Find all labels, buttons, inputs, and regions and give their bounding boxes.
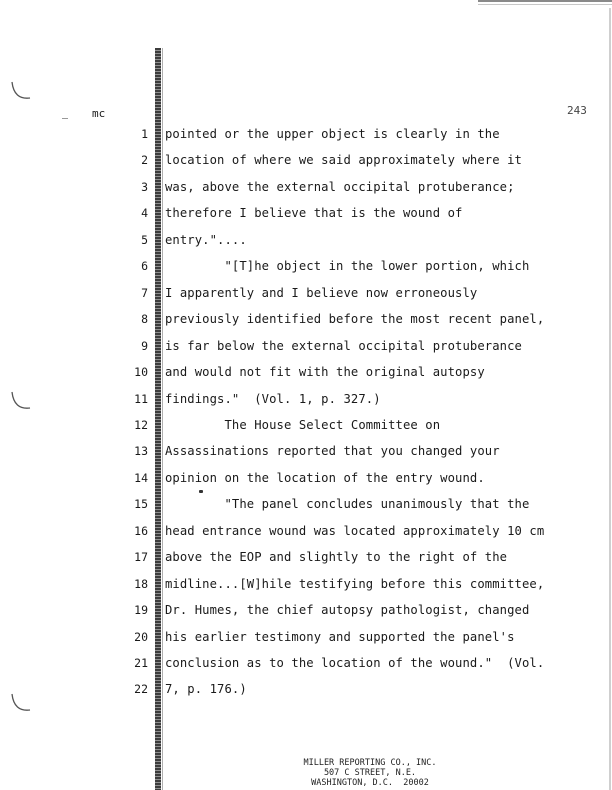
page-number: 243 — [567, 104, 587, 117]
line-number: 15 — [134, 497, 148, 512]
footer-city: WASHINGTON, D.C. 20002 — [311, 778, 429, 788]
reporting-company-footer — [270, 758, 470, 788]
line-text: I apparently and I believe now erroneously — [165, 285, 478, 300]
line-number: 4 — [141, 206, 148, 221]
transcript-line — [0, 150, 612, 170]
line-number: 17 — [134, 550, 148, 565]
transcript-line — [0, 653, 612, 673]
transcript-line — [0, 441, 612, 461]
transcript-line — [0, 574, 612, 594]
transcript-line — [0, 230, 612, 250]
line-text: opinion on the location of the entry wound. — [165, 470, 485, 485]
line-text: head entrance wound was located approximately 10 cm — [165, 523, 545, 538]
line-number: 18 — [134, 576, 148, 591]
transcript-line — [0, 415, 612, 435]
transcript-line — [0, 283, 612, 303]
transcript-line — [0, 177, 612, 197]
line-number: 19 — [134, 603, 148, 618]
line-number: 14 — [134, 470, 148, 485]
line-text: Assassinations reported that you changed your — [165, 444, 500, 459]
line-text: findings." (Vol. 1, p. 327.) — [165, 391, 381, 406]
line-number: 10 — [134, 365, 148, 380]
line-text: his earlier testimony and supported the panel's — [165, 629, 515, 644]
transcript-line — [0, 203, 612, 223]
line-text: entry.".... — [165, 232, 247, 247]
transcript-line — [0, 309, 612, 329]
line-text: therefore I believe that is the wound of — [165, 206, 463, 221]
line-text: pointed or the upper object is clearly in the — [165, 127, 500, 141]
line-number: 6 — [141, 259, 148, 274]
transcript-line — [0, 256, 612, 276]
line-text: previously identified before the most recent panel, — [165, 312, 545, 327]
transcript-line — [0, 547, 612, 567]
line-text: The House Select Committee on — [165, 417, 441, 432]
line-text: Dr. Humes, the chief autopsy pathologist, changed — [165, 603, 530, 618]
line-text: and would not fit with the original autopsy — [165, 365, 485, 380]
line-number: 9 — [141, 338, 148, 353]
line-number: 11 — [134, 391, 148, 406]
transcript-line — [0, 124, 612, 144]
line-number: 16 — [134, 523, 148, 538]
footer-company-name: MILLER REPORTING CO., INC. — [303, 758, 437, 768]
transcript-line — [0, 679, 612, 699]
line-number: 2 — [141, 153, 148, 168]
line-number: 22 — [134, 682, 148, 697]
scan-top-rule-secondary — [478, 4, 612, 5]
transcript-line — [0, 362, 612, 382]
transcript-line — [0, 336, 612, 356]
punch-hole-top — [8, 78, 32, 108]
line-text: "[T]he object in the lower portion, which — [165, 259, 530, 274]
transcript-line — [0, 627, 612, 647]
line-number: 21 — [134, 656, 148, 670]
reporter-initials: mc — [92, 107, 106, 120]
line-text: "The panel concludes unanimously that the — [165, 497, 530, 512]
scan-speck — [199, 490, 203, 493]
line-number: 7 — [141, 285, 148, 300]
line-number: 8 — [141, 312, 148, 327]
line-text: above the EOP and slightly to the right of the — [165, 550, 508, 565]
transcript-line — [0, 600, 612, 620]
transcript-line — [0, 521, 612, 541]
line-text: 7, p. 176.) — [165, 682, 247, 697]
line-text: location of where we said approximately where it — [165, 153, 522, 168]
line-number: 3 — [141, 179, 148, 194]
line-number: 1 — [141, 127, 148, 141]
initials-mark — [62, 118, 68, 119]
transcript-line — [0, 468, 612, 488]
line-text: is far below the external occipital protuberance — [165, 338, 522, 353]
scan-top-rule — [478, 0, 612, 2]
transcript-line — [0, 494, 612, 514]
line-text: conclusion as to the location of the wound." (Vol. — [165, 656, 545, 670]
line-text: midline...[W]hile testifying before this committee, — [165, 576, 545, 591]
transcript-line — [0, 389, 612, 409]
line-number: 20 — [134, 629, 148, 644]
line-text: was, above the external occipital protuberance; — [165, 179, 515, 194]
line-number: 5 — [141, 232, 148, 247]
footer-street: 507 C STREET, N.E. — [323, 768, 417, 778]
line-number: 12 — [134, 417, 148, 432]
line-number: 13 — [134, 444, 148, 459]
